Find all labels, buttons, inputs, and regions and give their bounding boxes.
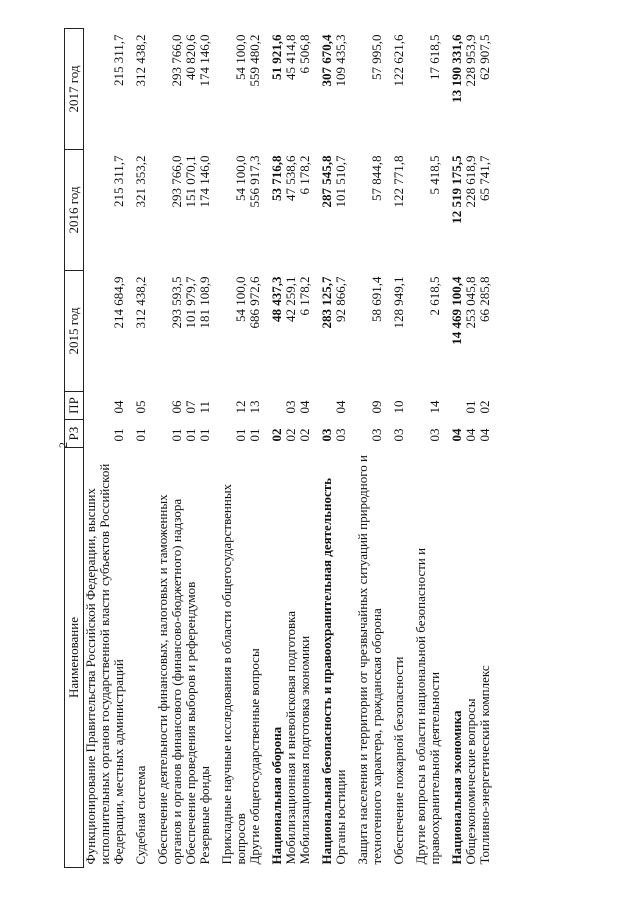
row-value-2017: 312 438,2 bbox=[133, 34, 148, 87]
row-value-2015-cell bbox=[406, 271, 442, 392]
row-name: Защита населения и территории от чрезвычайных ситуаций природного и техногенного характера, гражданская оборона bbox=[355, 455, 384, 865]
row-name: Другие вопросы в области национальной безопасности и правоохранительной деятельности bbox=[413, 547, 442, 865]
row-rz: 02 bbox=[283, 428, 298, 442]
row-rz-cell bbox=[406, 420, 442, 448]
row-name-cell bbox=[198, 448, 212, 868]
row-pr: 12 bbox=[233, 400, 248, 414]
table-row bbox=[478, 29, 492, 868]
row-name: Обеспечение проведения выборов и референдумов bbox=[183, 581, 198, 865]
row-pr-cell bbox=[464, 392, 478, 420]
row-pr-cell bbox=[312, 392, 334, 420]
row-rz: 03 bbox=[427, 428, 442, 442]
row-pr-cell bbox=[184, 392, 198, 420]
row-pr-cell bbox=[84, 392, 127, 420]
row-value-2017-cell bbox=[262, 29, 284, 150]
row-value-2016: 57 844,8 bbox=[369, 155, 384, 201]
row-value-2016-cell bbox=[384, 150, 406, 271]
row-value-2017-cell bbox=[478, 29, 492, 150]
row-value-2015: 6 178,2 bbox=[297, 276, 312, 316]
row-pr: 07 bbox=[183, 400, 198, 414]
table-row bbox=[464, 29, 478, 868]
row-rz-cell bbox=[248, 420, 262, 448]
row-value-2016-cell bbox=[262, 150, 284, 271]
row-pr: 06 bbox=[169, 400, 184, 414]
row-pr: 14 bbox=[427, 400, 442, 414]
row-value-2015-cell bbox=[334, 271, 348, 392]
header-2017: 2017 год bbox=[65, 29, 84, 150]
row-value-2016-cell bbox=[126, 150, 148, 271]
row-value-2017: 62 907,5 bbox=[477, 34, 492, 80]
row-rz-cell bbox=[84, 420, 127, 448]
row-rz: 01 bbox=[133, 428, 148, 442]
row-value-2015: 58 691,4 bbox=[369, 276, 384, 322]
row-rz: 01 bbox=[169, 428, 184, 442]
row-name: Обеспечение пожарной безопасности bbox=[391, 656, 406, 865]
row-rz: 02 bbox=[297, 428, 312, 442]
row-value-2016-cell bbox=[184, 150, 198, 271]
row-rz: 03 bbox=[333, 428, 348, 442]
table-row bbox=[184, 29, 198, 868]
row-name-cell bbox=[442, 448, 464, 868]
table-row bbox=[312, 29, 334, 868]
row-value-2016: 228 618,9 bbox=[463, 155, 478, 208]
row-value-2017-cell bbox=[198, 29, 212, 150]
row-pr-cell bbox=[248, 392, 262, 420]
header-pr: ПР bbox=[65, 392, 84, 420]
row-value-2015: 253 045,8 bbox=[463, 276, 478, 329]
table-row bbox=[212, 29, 248, 868]
row-value-2016: 321 353,2 bbox=[133, 155, 148, 208]
row-value-2016: 54 100,0 bbox=[233, 155, 248, 201]
row-value-2015: 92 866,7 bbox=[333, 276, 348, 322]
row-rz-cell bbox=[348, 420, 384, 448]
row-pr-cell bbox=[348, 392, 384, 420]
row-value-2016-cell bbox=[334, 150, 348, 271]
row-value-2016-cell bbox=[84, 150, 127, 271]
row-value-2016: 47 538,6 bbox=[283, 155, 298, 201]
row-value-2017: 51 921,6 bbox=[269, 34, 284, 80]
row-value-2016: 287 545,8 bbox=[319, 155, 334, 208]
row-rz: 03 bbox=[391, 428, 406, 442]
row-value-2015-cell bbox=[348, 271, 384, 392]
row-value-2017: 122 621,6 bbox=[391, 34, 406, 87]
row-value-2016: 6 178,2 bbox=[297, 155, 312, 195]
row-value-2016-cell bbox=[464, 150, 478, 271]
row-value-2015-cell bbox=[478, 271, 492, 392]
row-value-2015-cell bbox=[262, 271, 284, 392]
row-rz-cell bbox=[198, 420, 212, 448]
row-value-2015: 293 593,5 bbox=[169, 276, 184, 329]
row-name: Национальная экономика bbox=[449, 710, 464, 865]
row-value-2017-cell bbox=[84, 29, 127, 150]
row-rz: 01 bbox=[233, 428, 248, 442]
row-value-2015-cell bbox=[248, 271, 262, 392]
row-rz: 04 bbox=[449, 428, 464, 442]
row-name-cell bbox=[312, 448, 334, 868]
row-value-2016-cell bbox=[148, 150, 184, 271]
row-value-2017-cell bbox=[148, 29, 184, 150]
row-name: Органы юстиции bbox=[333, 769, 348, 865]
row-value-2016: 556 917,3 bbox=[247, 155, 262, 208]
row-value-2015-cell bbox=[184, 271, 198, 392]
row-value-2017: 6 506,8 bbox=[297, 34, 312, 74]
row-value-2016: 293 766,0 bbox=[169, 155, 184, 208]
row-value-2016-cell bbox=[442, 150, 464, 271]
row-value-2017: 228 953,9 bbox=[463, 34, 478, 87]
row-value-2016: 101 510,7 bbox=[333, 155, 348, 208]
row-pr: 10 bbox=[391, 400, 406, 414]
row-pr-cell bbox=[212, 392, 248, 420]
row-pr-cell bbox=[198, 392, 212, 420]
row-value-2015-cell bbox=[312, 271, 334, 392]
header-name: Наименование bbox=[65, 448, 84, 868]
row-value-2017: 17 618,5 bbox=[427, 34, 442, 80]
row-rz-cell bbox=[148, 420, 184, 448]
row-rz-cell bbox=[334, 420, 348, 448]
row-name: Общеэкономические вопросы bbox=[463, 698, 478, 865]
row-rz: 02 bbox=[269, 428, 284, 442]
row-pr-cell bbox=[334, 392, 348, 420]
row-rz-cell bbox=[384, 420, 406, 448]
row-pr-cell bbox=[442, 392, 464, 420]
row-name: Мобилизационная и вневойсковая подготовка bbox=[283, 610, 298, 865]
row-rz-cell bbox=[126, 420, 148, 448]
row-rz-cell bbox=[442, 420, 464, 448]
row-value-2016-cell bbox=[406, 150, 442, 271]
row-pr: 02 bbox=[477, 400, 492, 414]
row-value-2015: 181 108,9 bbox=[197, 276, 212, 329]
row-value-2017: 13 190 331,6 bbox=[449, 34, 464, 103]
row-name-cell bbox=[284, 448, 298, 868]
row-pr-cell bbox=[406, 392, 442, 420]
row-rz: 01 bbox=[183, 428, 198, 442]
row-value-2017-cell bbox=[442, 29, 464, 150]
row-value-2016-cell bbox=[298, 150, 312, 271]
row-pr-cell bbox=[148, 392, 184, 420]
table-row bbox=[348, 29, 384, 868]
row-value-2016-cell bbox=[198, 150, 212, 271]
row-name-cell bbox=[348, 448, 384, 868]
row-value-2015: 128 949,1 bbox=[391, 276, 406, 329]
row-pr: 05 bbox=[133, 400, 148, 414]
row-value-2016: 65 741,7 bbox=[477, 155, 492, 201]
row-value-2015: 101 979,7 bbox=[183, 276, 198, 329]
row-name-cell bbox=[334, 448, 348, 868]
row-rz-cell bbox=[184, 420, 198, 448]
budget-table bbox=[64, 28, 492, 868]
row-value-2017-cell bbox=[406, 29, 442, 150]
row-value-2017: 54 100,0 bbox=[233, 34, 248, 80]
row-name-cell bbox=[248, 448, 262, 868]
row-value-2017: 174 146,0 bbox=[197, 34, 212, 87]
row-rz: 03 bbox=[369, 428, 384, 442]
row-value-2017: 109 435,3 bbox=[333, 34, 348, 87]
row-value-2016: 122 771,8 bbox=[391, 155, 406, 208]
row-value-2015-cell bbox=[198, 271, 212, 392]
row-rz: 01 bbox=[111, 428, 126, 442]
row-name-cell bbox=[84, 448, 127, 868]
row-name: Национальная оборона bbox=[269, 726, 284, 865]
row-name-cell bbox=[212, 448, 248, 868]
rotated-content bbox=[64, 28, 584, 868]
row-value-2016: 53 716,8 bbox=[269, 155, 284, 201]
row-value-2017-cell bbox=[334, 29, 348, 150]
row-rz: 01 bbox=[197, 428, 212, 442]
row-value-2016: 174 146,0 bbox=[197, 155, 212, 208]
row-value-2016-cell bbox=[312, 150, 334, 271]
row-name: Прикладные научные исследования в области общегосударственных вопросов bbox=[219, 483, 248, 865]
row-value-2016: 215 311,7 bbox=[111, 155, 126, 208]
row-value-2016-cell bbox=[478, 150, 492, 271]
row-value-2017-cell bbox=[284, 29, 298, 150]
row-name-cell bbox=[464, 448, 478, 868]
row-value-2015: 686 972,6 bbox=[247, 276, 262, 329]
row-rz-cell bbox=[212, 420, 248, 448]
row-pr-cell bbox=[126, 392, 148, 420]
table-row bbox=[284, 29, 298, 868]
row-value-2017-cell bbox=[384, 29, 406, 150]
row-value-2015-cell bbox=[442, 271, 464, 392]
row-name: Национальная безопасность и правоохранительная деятельность bbox=[319, 477, 334, 865]
table-row bbox=[148, 29, 184, 868]
row-value-2017-cell bbox=[298, 29, 312, 150]
row-value-2015-cell bbox=[212, 271, 248, 392]
row-name: Резервные фонды bbox=[197, 766, 212, 865]
row-value-2015-cell bbox=[384, 271, 406, 392]
row-value-2015-cell bbox=[148, 271, 184, 392]
row-value-2015: 283 125,7 bbox=[319, 276, 334, 329]
row-name: Другие общегосударственные вопросы bbox=[247, 648, 262, 865]
row-value-2015: 214 684,9 bbox=[111, 276, 126, 329]
table-row bbox=[334, 29, 348, 868]
row-value-2017: 307 670,4 bbox=[319, 34, 334, 87]
row-value-2017-cell bbox=[312, 29, 334, 150]
row-name: Мобилизационная подготовка экономики bbox=[297, 635, 312, 865]
table-row bbox=[262, 29, 284, 868]
table-row bbox=[384, 29, 406, 868]
row-pr: 03 bbox=[283, 400, 298, 414]
row-name: Функционирование Правительства Российской Федерации, высших исполнительных органов государственной власти субъектов Российской Федерации, местных администраций bbox=[83, 463, 126, 865]
table-row bbox=[442, 29, 464, 868]
row-value-2017-cell bbox=[248, 29, 262, 150]
row-pr-cell bbox=[478, 392, 492, 420]
row-rz: 04 bbox=[463, 428, 478, 442]
row-value-2017-cell bbox=[464, 29, 478, 150]
row-value-2017-cell bbox=[348, 29, 384, 150]
row-value-2015: 14 469 100,4 bbox=[449, 276, 464, 345]
table-row bbox=[126, 29, 148, 868]
row-name: Обеспечение деятельности финансовых, налоговых и таможенных органов и органов финансового (финансово-бюджетного) надзора bbox=[155, 494, 184, 865]
row-value-2015: 66 285,8 bbox=[477, 276, 492, 322]
row-value-2017: 45 414,8 bbox=[283, 34, 298, 80]
row-value-2017: 40 820,6 bbox=[183, 34, 198, 80]
row-name-cell bbox=[384, 448, 406, 868]
row-name-cell bbox=[406, 448, 442, 868]
row-name-cell bbox=[298, 448, 312, 868]
row-pr: 11 bbox=[197, 400, 212, 414]
row-name-cell bbox=[262, 448, 284, 868]
row-pr: 04 bbox=[111, 400, 126, 414]
row-rz: 04 bbox=[477, 428, 492, 442]
row-value-2015: 54 100,0 bbox=[233, 276, 248, 322]
row-name-cell bbox=[126, 448, 148, 868]
table-row bbox=[84, 29, 127, 868]
row-value-2016-cell bbox=[348, 150, 384, 271]
row-name: Судебная система bbox=[133, 765, 148, 865]
row-value-2017-cell bbox=[184, 29, 198, 150]
row-value-2015: 42 259,1 bbox=[283, 276, 298, 322]
header-2016: 2016 год bbox=[65, 150, 84, 271]
row-pr-cell bbox=[262, 392, 284, 420]
header-rz: РЗ bbox=[65, 420, 84, 448]
row-value-2015: 48 437,3 bbox=[269, 276, 284, 322]
row-value-2015-cell bbox=[126, 271, 148, 392]
row-value-2016-cell bbox=[284, 150, 298, 271]
row-pr-cell bbox=[384, 392, 406, 420]
row-pr: 09 bbox=[369, 400, 384, 414]
row-rz-cell bbox=[284, 420, 298, 448]
row-pr: 01 bbox=[463, 400, 478, 414]
row-value-2017-cell bbox=[212, 29, 248, 150]
row-name-cell bbox=[478, 448, 492, 868]
row-value-2017: 215 311,7 bbox=[111, 34, 126, 87]
table-row bbox=[198, 29, 212, 868]
row-value-2015-cell bbox=[84, 271, 127, 392]
table-header bbox=[65, 29, 84, 868]
row-rz: 01 bbox=[247, 428, 262, 442]
row-value-2016: 12 519 175,5 bbox=[449, 155, 464, 224]
row-value-2017: 57 995,0 bbox=[369, 34, 384, 80]
row-value-2015-cell bbox=[464, 271, 478, 392]
row-value-2017: 559 480,2 bbox=[247, 34, 262, 87]
row-pr-cell bbox=[284, 392, 298, 420]
row-name-cell bbox=[148, 448, 184, 868]
row-value-2016: 151 070,1 bbox=[183, 155, 198, 208]
table-body bbox=[84, 29, 493, 868]
row-pr: 04 bbox=[333, 400, 348, 414]
row-rz-cell bbox=[298, 420, 312, 448]
table-row bbox=[298, 29, 312, 868]
row-value-2015: 2 618,5 bbox=[427, 276, 442, 316]
row-rz-cell bbox=[262, 420, 284, 448]
row-value-2015-cell bbox=[298, 271, 312, 392]
row-name-cell bbox=[184, 448, 198, 868]
header-2015: 2015 год bbox=[65, 271, 84, 392]
row-value-2015: 312 438,2 bbox=[133, 276, 148, 329]
row-value-2016: 5 418,5 bbox=[427, 155, 442, 195]
row-pr: 13 bbox=[247, 400, 262, 414]
row-pr-cell bbox=[298, 392, 312, 420]
row-rz: 03 bbox=[319, 428, 334, 442]
page-number: 2 bbox=[56, 442, 70, 448]
row-rz-cell bbox=[312, 420, 334, 448]
row-value-2016-cell bbox=[212, 150, 248, 271]
row-value-2017-cell bbox=[126, 29, 148, 150]
row-value-2015-cell bbox=[284, 271, 298, 392]
table-row bbox=[406, 29, 442, 868]
row-rz-cell bbox=[464, 420, 478, 448]
row-value-2016-cell bbox=[248, 150, 262, 271]
row-value-2017: 293 766,0 bbox=[169, 34, 184, 87]
row-pr: 04 bbox=[297, 400, 312, 414]
table-row bbox=[248, 29, 262, 868]
row-name: Топливно-энергетический комплекс bbox=[477, 665, 492, 865]
row-rz-cell bbox=[478, 420, 492, 448]
